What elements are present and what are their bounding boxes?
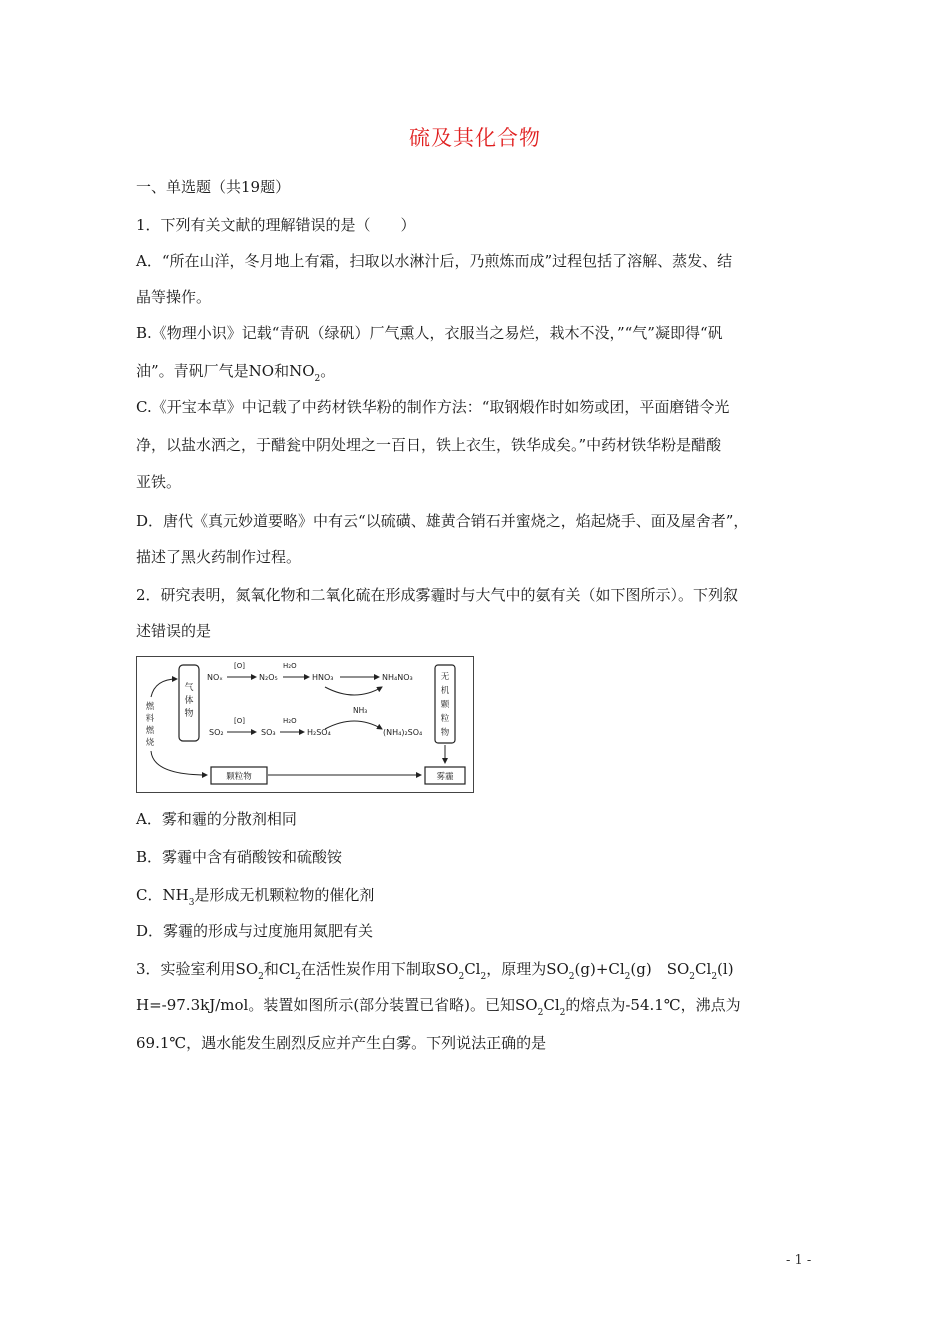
text-run: (g)+Cl	[574, 960, 625, 978]
fuel-label-3: 燃	[145, 726, 155, 736]
q3-stem-line3: 69.1℃，遇水能发生剧烈反应并产生白雾。下列说法正确的是	[136, 1034, 547, 1052]
q3-stem-line2	[136, 994, 741, 1024]
text-run: ，原理为SO	[486, 960, 569, 978]
q1-option-b-line1: B.《物理小识》记载“青矾（绿矾）厂气熏人，衣服当之易烂，栽木不没，”“气”凝即得“矾	[136, 324, 723, 342]
gas-label-3: 物	[184, 709, 194, 719]
q2-option-b: B．雾霾中含有硝酸铵和硫酸铵	[136, 848, 343, 866]
ammonia-arrow-top	[325, 687, 382, 695]
text-run: 3．实验室利用SO	[136, 960, 259, 978]
water-top: H₂O	[283, 662, 297, 670]
text-run: 的熔点为-54.1℃，沸点为	[565, 996, 741, 1014]
oxidant-top: [O]	[234, 662, 245, 670]
haze-label: 雾霾	[436, 772, 454, 782]
q2-stem-line1: 2．研究表明，氮氧化物和二氧化硫在形成雾霾时与大气中的氨有关（如下图所示）。下列叙	[136, 586, 739, 604]
oxidant-bottom: [O]	[234, 717, 245, 725]
text-run: (l)	[717, 960, 734, 978]
particles-label: 颗粒物	[226, 772, 252, 782]
subscript: 2	[258, 972, 264, 982]
q1-option-b-line2: 油”。青矾厂气是NO和$NO_2$。	[136, 362, 336, 384]
q1-option-a-line1: A．“所在山洋，冬月地上有霜，扫取以水淋汁后，乃煎炼而成”过程包括了溶解、蒸发、结	[136, 252, 733, 270]
q1-stem: 1．下列有关文献的理解错误的是（ ）	[136, 216, 416, 234]
text-run: Cl	[543, 996, 560, 1014]
inorganic-label-5: 物	[440, 728, 450, 738]
inorganic-label-4: 粒	[440, 714, 450, 724]
fuel-label-1: 燃	[145, 702, 155, 712]
q1-option-d-line1: D．唐代《真元妙道要略》中有云“以硫磺、雄黄合销石并蜜烧之，焰起烧手、面及屋舍者”，	[136, 512, 749, 530]
q2-option-a: A．雾和霾的分散剂相同	[136, 810, 297, 828]
q1-option-a-line2: 晶等操作。	[136, 288, 212, 306]
text-run: Cl	[695, 960, 712, 978]
text-run: (g) SO	[630, 960, 690, 978]
n2o5: N₂O₅	[259, 673, 278, 682]
q1-option-d-line2: 描述了黑火药制作过程。	[136, 548, 302, 566]
water-bottom: H₂O	[283, 717, 297, 725]
section-heading: 一、单选题（共19题）	[136, 178, 291, 196]
subscript: 2	[559, 1008, 566, 1018]
subscript: 2	[624, 972, 631, 982]
subscript: 2	[458, 972, 465, 982]
fuel-to-gas-arrow	[151, 679, 177, 697]
page-title: 硫及其化合物	[409, 126, 541, 150]
nh4-2so4: (NH₄)₂SO₄	[383, 728, 423, 737]
subscript: 2	[537, 1008, 544, 1018]
q2-option-d: D．雾霾的形成与过度施用氮肥有关	[136, 922, 374, 940]
nox: NOₓ	[207, 673, 223, 682]
subscript: 2	[568, 972, 575, 982]
q1-option-c-line2: 净，以盐水洒之，于醋瓮中阴处埋之一百日，铁上衣生，铁华成矣。”中药材铁华粉是醋酸	[136, 436, 722, 454]
q2-option-c: C．$NH_3$是形成无机颗粒物的催化剂	[136, 886, 375, 908]
ammonia-arrow-bottom	[325, 721, 382, 729]
so2: SO₂	[209, 728, 224, 737]
text-run: 和Cl	[263, 960, 296, 978]
ammonia: NH₃	[353, 706, 368, 715]
nh4no3: NH₄NO₃	[382, 673, 413, 682]
subscript: 2	[295, 972, 301, 982]
q1-option-c-line3: 亚铁。	[136, 473, 182, 491]
subscript: 2	[480, 972, 487, 982]
q1-option-c-line1: C.《开宝本草》中记载了中药材铁华粉的制作方法：“取钢煅作时如笏或团，平面磨错令光	[136, 398, 730, 416]
fuel-to-particles-arrow	[151, 751, 207, 775]
text-run: 在活性炭作用下制取SO	[300, 960, 459, 978]
text-run: Cl	[464, 960, 481, 978]
fuel-label-4: 烧	[145, 738, 155, 748]
subscript: 2	[689, 972, 696, 982]
haze-formation-diagram	[136, 656, 474, 793]
gas-label-2: 体	[184, 696, 194, 706]
hno3: HNO₃	[312, 673, 334, 682]
inorganic-label-3: 颗	[440, 700, 450, 710]
inorganic-label-2: 机	[440, 686, 450, 696]
gas-label-1: 气	[184, 683, 194, 693]
h2so4: H₂SO₄	[307, 728, 331, 737]
fuel-label-2: 料	[145, 714, 155, 724]
page-number: - 1 -	[786, 1253, 812, 1268]
q2-stem-line2: 述错误的是	[136, 622, 212, 640]
inorganic-label-1: 无	[440, 672, 450, 682]
q3-stem-line1	[136, 958, 734, 988]
subscript: 2	[711, 972, 718, 982]
so3: SO₃	[261, 728, 276, 737]
text-run: H=-97.3kJ/mol。装置如图所示(部分装置已省略)。已知SO	[136, 996, 538, 1014]
